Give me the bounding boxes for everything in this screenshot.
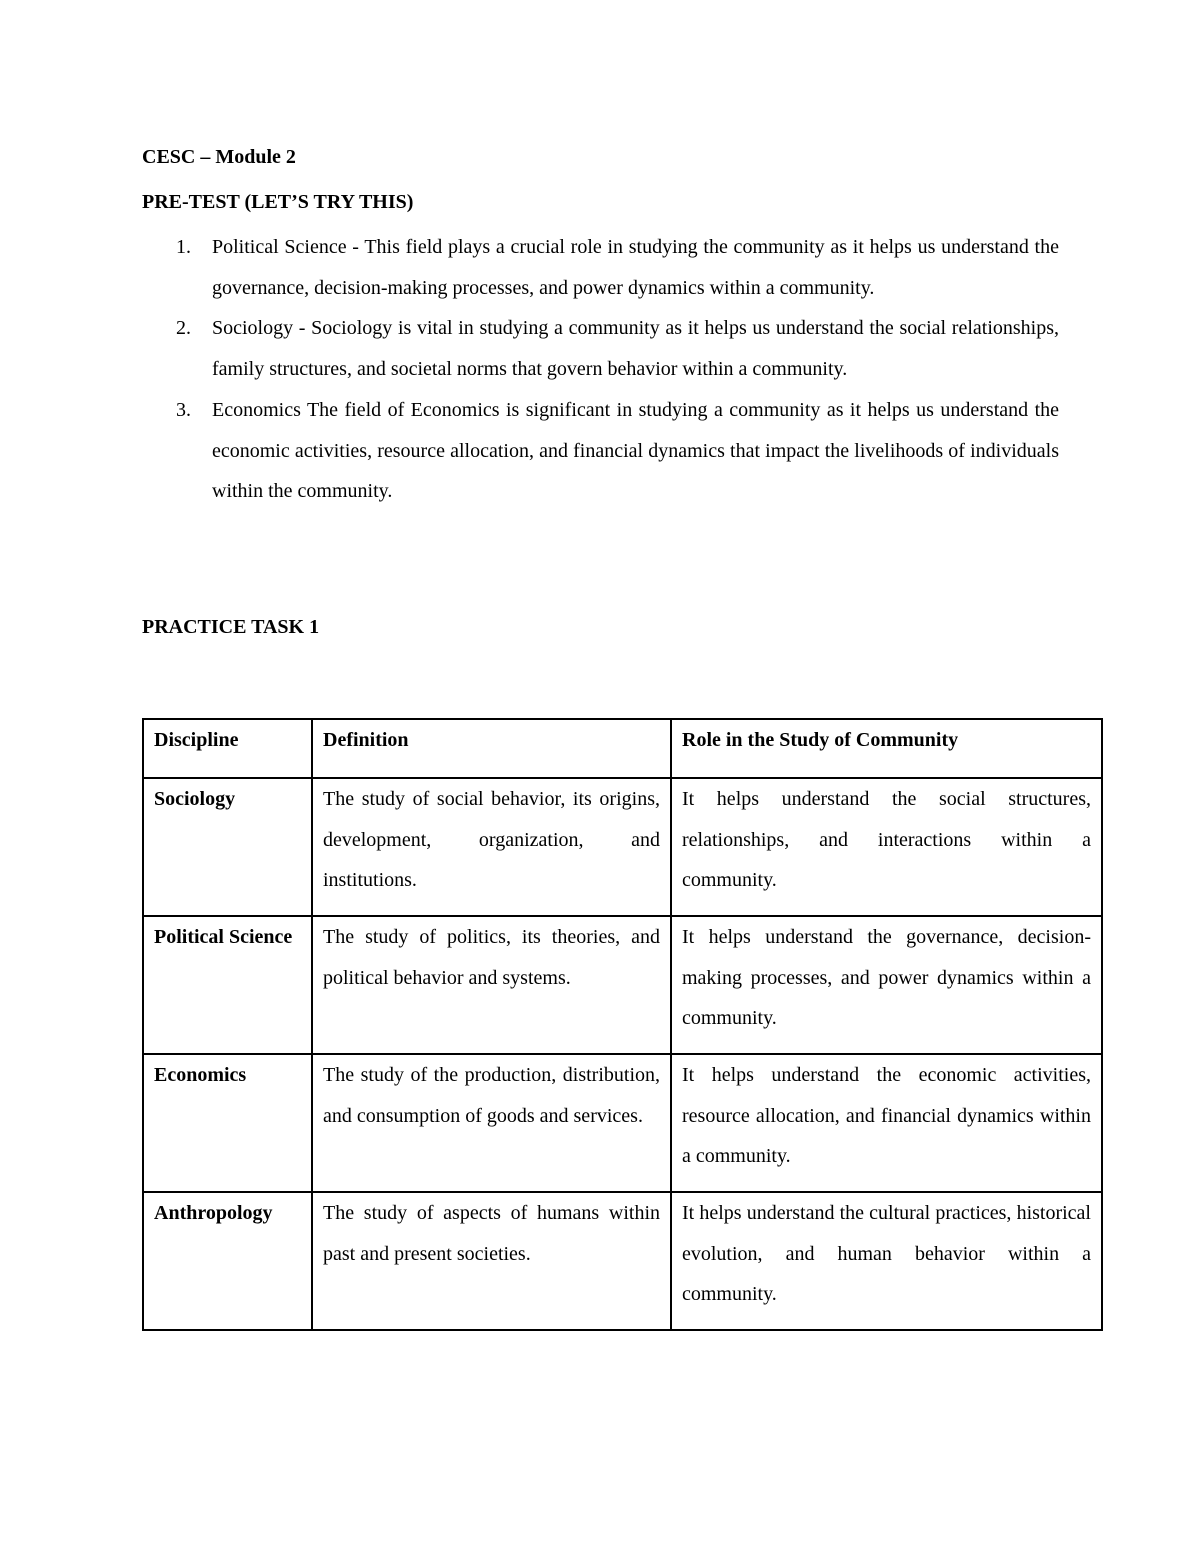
pretest-item — [172, 227, 1059, 308]
pretest-item-text: Sociology - Sociology is vital in studying a community as it helps us understand the social relationships, family structures, and societal norms that govern behavior within a community. — [212, 317, 1059, 381]
pretest-item-number: 3. — [176, 398, 191, 421]
pretest-item-text: Political Science - This field plays a crucial role in studying the community as it helps us understand the governance, decision-making processes, and power dynamics within a community. — [212, 236, 1059, 299]
pretest-item — [172, 308, 1059, 389]
column-header-role: Role in the Study of Community — [671, 719, 1102, 778]
pretest-item-text: Economics The field of Economics is significant in studying a community as it helps us understand the economic activities, resource allocation, and financial dynamics that impact the livelihoods of individuals within the community. — [212, 398, 1059, 503]
document-title: CESC – Module 2 — [142, 146, 296, 168]
pretest-item-number: 2. — [176, 317, 191, 340]
definition-cell: The study of the production, distribution, and consumption of goods and services. — [312, 1054, 671, 1192]
role-cell: It helps understand the governance, decision-making processes, and power dynamics within a community. — [671, 916, 1102, 1054]
table-row — [143, 916, 1102, 1054]
role-cell: It helps understand the economic activities, resource allocation, and financial dynamics within a community. — [671, 1054, 1102, 1192]
role-cell: It helps understand the social structures, relationships, and interactions within a community. — [671, 778, 1102, 916]
table-row — [143, 778, 1102, 916]
definition-cell: The study of social behavior, its origins, development, organization, and institutions. — [312, 778, 671, 916]
practice-task-heading: PRACTICE TASK 1 — [142, 616, 320, 638]
table-row — [143, 1192, 1102, 1330]
column-header-discipline: Discipline — [143, 719, 312, 778]
definition-cell: The study of aspects of humans within past and present societies. — [312, 1192, 671, 1330]
pretest-item-number: 1. — [176, 236, 191, 258]
column-header-definition: Definition — [312, 719, 671, 778]
discipline-cell: Anthropology — [143, 1192, 312, 1330]
discipline-cell: Political Science — [143, 916, 312, 1054]
table-header-row — [143, 719, 1102, 778]
table-row — [143, 1054, 1102, 1192]
pretest-item — [172, 390, 1059, 512]
pretest-heading: PRE-TEST (LET’S TRY THIS) — [142, 191, 414, 213]
discipline-cell: Sociology — [143, 778, 312, 916]
role-cell: It helps understand the cultural practices, historical evolution, and human behavior within a community. — [671, 1192, 1102, 1330]
discipline-table — [142, 718, 1103, 1331]
pretest-list — [172, 227, 1059, 512]
definition-cell: The study of politics, its theories, and political behavior and systems. — [312, 916, 671, 1054]
discipline-cell: Economics — [143, 1054, 312, 1192]
